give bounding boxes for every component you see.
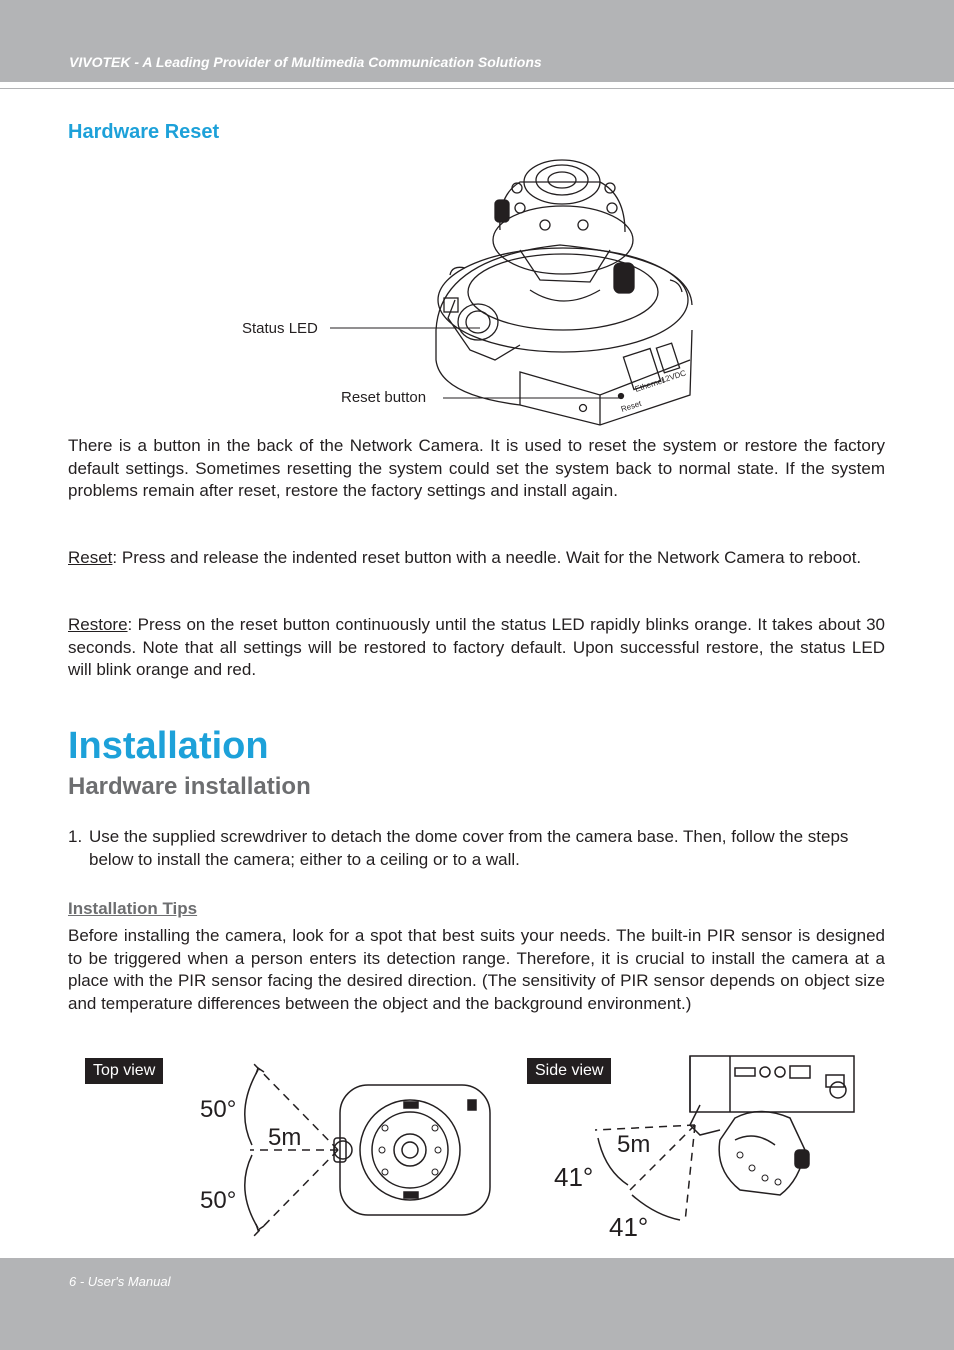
- installation-step-1: [68, 826, 885, 871]
- page-footer: [0, 1258, 954, 1350]
- step-text: Use the supplied screwdriver to detach the dome cover from the camera base. Then, follow the steps below to install the camera; either to a ceiling or to a wall.: [89, 827, 849, 869]
- hardware-installation-subtitle: Hardware installation: [68, 773, 311, 800]
- top-view-angle-bottom: 50°: [200, 1187, 237, 1214]
- side-view-distance: 5m: [617, 1131, 651, 1158]
- panel-label-ethernet: Ethernet: [633, 375, 666, 394]
- camera-base-illustration: [0, 0, 954, 440]
- panel-label-reset: Reset: [619, 398, 643, 414]
- reset-intro-paragraph: There is a button in the back of the Network Camera. It is used to reset the system or restore the factory default settings. Sometimes resetting the system could set the system back to normal state. If the system problems remain after reset, restore the factory settings and install again.: [68, 436, 885, 500]
- header-text: VIVOTEK - A Leading Provider of Multimedia Communication Solutions: [69, 54, 542, 70]
- restore-text: : Press on the reset button continuously until the status LED rapidly blinks orange. It takes about 30 seconds. Note that all settings will be restored to factory default. Upon successful restore, the status LED will blink orange and red.: [68, 615, 885, 679]
- reset-term: Reset: [68, 548, 113, 567]
- restore-paragraph: [68, 614, 885, 682]
- side-view-tag: Side view: [527, 1058, 611, 1084]
- status-led-label: Status LED: [242, 320, 318, 337]
- top-view-distance: 5m: [268, 1124, 302, 1151]
- reset-paragraph: [68, 547, 885, 570]
- installation-title: Installation: [68, 725, 269, 767]
- side-view-angle-upper: 41°: [554, 1162, 594, 1192]
- top-view-angle-top: 50°: [200, 1096, 237, 1123]
- panel-label-12vdc: 12VDC: [659, 368, 688, 385]
- reset-button-label: Reset button: [341, 389, 427, 406]
- installation-tips-paragraph: Before installing the camera, look for a spot that best suits your needs. The built-in PIR sensor is designed to be triggered when a person enters its detection range. Therefore, it is crucial to install the camera at a place with the PIR sensor facing the desired direction. (The sensitivity of PIR sensor depends on object size and temperature differences between the object and the background environment.): [68, 926, 885, 1013]
- step-number: 1.: [68, 827, 83, 846]
- installation-tips-title: Installation Tips: [68, 899, 198, 918]
- hardware-reset-title: Hardware Reset: [68, 121, 220, 143]
- reset-text: : Press and release the indented reset button with a needle. Wait for the Network Camera to reboot.: [112, 548, 862, 567]
- top-view-tag: Top view: [85, 1058, 163, 1084]
- footer-text: 6 - User's Manual: [69, 1274, 171, 1289]
- side-view-angle-lower: 41°: [609, 1212, 649, 1242]
- restore-term: Restore: [68, 615, 128, 634]
